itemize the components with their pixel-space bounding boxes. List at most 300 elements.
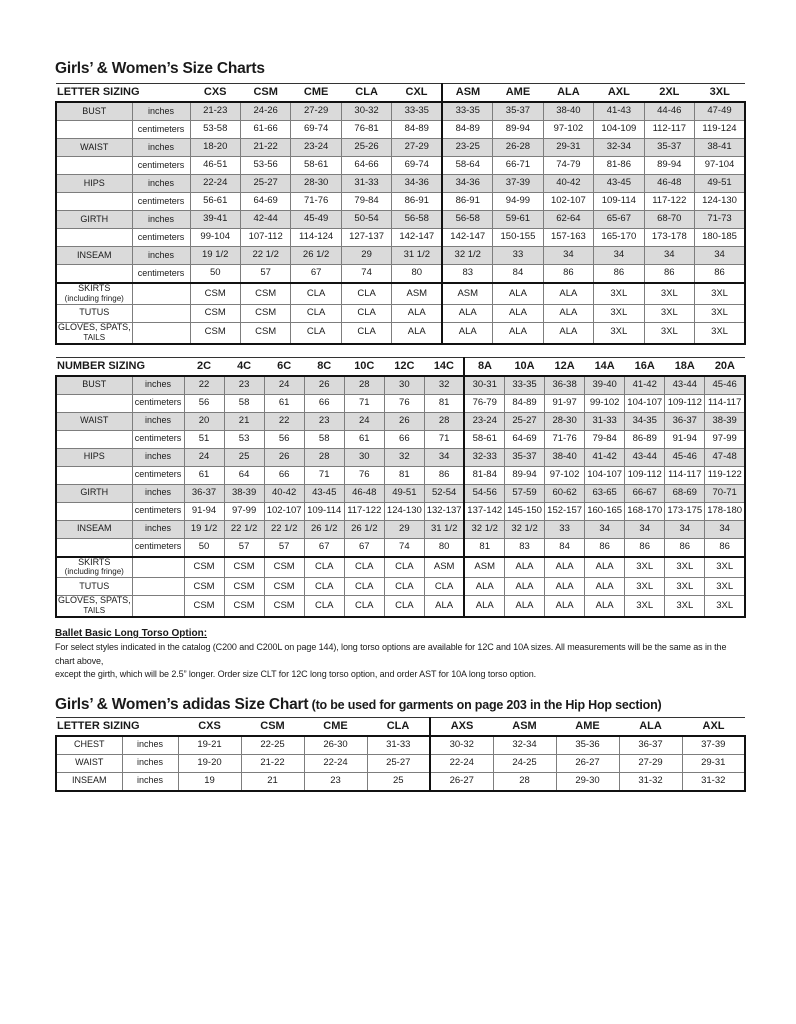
size-value-cell: 86 — [585, 538, 625, 557]
size-column-header: 14C — [424, 357, 464, 376]
size-value-cell: 109-112 — [625, 466, 665, 484]
size-value-cell: 84-89 — [392, 121, 442, 139]
size-value-cell: 71-73 — [695, 211, 745, 229]
size-value-cell: CSM — [184, 578, 224, 596]
size-value-cell: CLA — [344, 557, 384, 578]
row-label: CHEST — [56, 736, 122, 755]
size-value-cell: 71 — [424, 430, 464, 448]
size-value-cell: 56 — [264, 430, 304, 448]
size-column-header: CME — [304, 717, 367, 736]
table-header-label: LETTER SIZING — [56, 717, 178, 736]
size-column-header: ALA — [543, 84, 593, 103]
size-value-cell: 66 — [264, 466, 304, 484]
size-value-cell: 38-39 — [224, 484, 264, 502]
adidas-chart-title — [55, 696, 746, 714]
size-value-cell: 32-33 — [464, 448, 504, 466]
size-value-cell: 23 — [304, 772, 367, 791]
size-value-cell: ASM — [424, 557, 464, 578]
size-value-cell: 84-89 — [442, 121, 492, 139]
row-unit: centimeters — [132, 193, 190, 211]
size-value-cell: 3XL — [695, 283, 745, 304]
size-table-row — [56, 502, 745, 520]
size-value-cell: 31-33 — [367, 736, 430, 755]
size-value-cell: CSM — [224, 596, 264, 617]
size-value-cell: CSM — [240, 283, 290, 304]
size-value-cell: 180-185 — [695, 229, 745, 247]
size-value-cell: 91-97 — [545, 394, 585, 412]
size-value-cell: 57 — [264, 538, 304, 557]
size-value-cell: ALA — [545, 557, 585, 578]
size-value-cell: ALA — [392, 304, 442, 322]
size-value-cell: 43-44 — [665, 376, 705, 395]
size-value-cell: ALA — [505, 596, 545, 617]
size-value-cell: 58 — [224, 394, 264, 412]
size-value-cell: CLA — [291, 283, 341, 304]
size-value-cell: 91-94 — [665, 430, 705, 448]
size-table-row — [56, 283, 745, 304]
size-value-cell: 53 — [224, 430, 264, 448]
size-value-cell: CSM — [190, 304, 240, 322]
size-value-cell: 21 — [241, 772, 304, 791]
size-value-cell: 38-39 — [705, 412, 745, 430]
size-value-cell: 24 — [344, 412, 384, 430]
size-value-cell: 22 1/2 — [240, 247, 290, 265]
size-value-cell: 81-84 — [464, 466, 504, 484]
row-unit: centimeters — [132, 430, 184, 448]
size-column-header: 8C — [304, 357, 344, 376]
row-label: TUTUS — [56, 578, 132, 596]
size-column-header: 18A — [665, 357, 705, 376]
size-value-cell: 35-37 — [644, 139, 694, 157]
size-value-cell: 35-37 — [493, 102, 543, 121]
size-value-cell: 22 — [264, 412, 304, 430]
size-value-cell: 79-84 — [341, 193, 391, 211]
size-value-cell: CSM — [184, 557, 224, 578]
size-table-row — [56, 538, 745, 557]
row-label — [56, 502, 132, 520]
size-value-cell: 24 — [184, 448, 224, 466]
row-unit: inches — [132, 175, 190, 193]
size-value-cell: 178-180 — [705, 502, 745, 520]
size-value-cell: 31-33 — [341, 175, 391, 193]
row-unit — [132, 596, 184, 617]
size-value-cell: 22-24 — [190, 175, 240, 193]
size-value-cell: CLA — [384, 557, 424, 578]
size-value-cell: 58-64 — [442, 157, 492, 175]
size-value-cell: 99-102 — [585, 394, 625, 412]
row-unit: centimeters — [132, 157, 190, 175]
size-table-row — [56, 596, 745, 617]
size-value-cell: 173-178 — [644, 229, 694, 247]
size-value-cell: 25 — [224, 448, 264, 466]
size-column-header: CLA — [367, 717, 430, 736]
size-value-cell: 36-37 — [665, 412, 705, 430]
size-value-cell: 39-41 — [190, 211, 240, 229]
size-value-cell: CLA — [304, 578, 344, 596]
adidas-chart-title-main: Girls’ & Women’s adidas Size Chart — [55, 695, 309, 713]
size-value-cell: 40-42 — [264, 484, 304, 502]
row-unit — [132, 322, 190, 343]
size-value-cell: 36-38 — [545, 376, 585, 395]
row-unit: centimeters — [132, 394, 184, 412]
size-value-cell: 79-84 — [585, 430, 625, 448]
size-table-row — [56, 448, 745, 466]
size-value-cell: 102-107 — [264, 502, 304, 520]
size-value-cell: 19 1/2 — [184, 520, 224, 538]
size-value-cell: 34 — [695, 247, 745, 265]
size-value-cell: 45-46 — [665, 448, 705, 466]
row-unit: inches — [132, 376, 184, 395]
size-value-cell: 40-42 — [543, 175, 593, 193]
size-value-cell: 28-30 — [545, 412, 585, 430]
size-value-cell: 66 — [304, 394, 344, 412]
size-value-cell: 36-37 — [619, 736, 682, 755]
size-value-cell: 80 — [424, 538, 464, 557]
size-value-cell: CSM — [190, 322, 240, 343]
size-value-cell: 18-20 — [190, 139, 240, 157]
size-value-cell: 137-142 — [464, 502, 504, 520]
size-value-cell: 3XL — [695, 304, 745, 322]
size-value-cell: 81-86 — [594, 157, 644, 175]
size-value-cell: 50 — [190, 265, 240, 284]
size-column-header: 2XL — [644, 84, 694, 103]
size-value-cell: 27-29 — [619, 754, 682, 772]
size-table-row — [56, 157, 745, 175]
size-column-header: 8A — [464, 357, 504, 376]
size-value-cell: 71-76 — [291, 193, 341, 211]
size-value-cell: 19-21 — [178, 736, 241, 755]
size-value-cell: 97-104 — [695, 157, 745, 175]
size-value-cell: 76 — [344, 466, 384, 484]
size-table-row — [56, 466, 745, 484]
size-value-cell: 32 — [384, 448, 424, 466]
size-value-cell: 64-69 — [240, 193, 290, 211]
size-value-cell: ALA — [424, 596, 464, 617]
size-value-cell: 58 — [304, 430, 344, 448]
size-value-cell: 97-102 — [543, 121, 593, 139]
size-value-cell: 30 — [384, 376, 424, 395]
size-column-header: 6C — [264, 357, 304, 376]
size-value-cell: 64 — [224, 466, 264, 484]
size-value-cell: 26-28 — [493, 139, 543, 157]
row-label: INSEAM — [56, 520, 132, 538]
size-value-cell: 35-37 — [505, 448, 545, 466]
size-value-cell: 19 1/2 — [190, 247, 240, 265]
size-value-cell: 124-130 — [695, 193, 745, 211]
row-label — [56, 265, 132, 284]
size-value-cell: 29-30 — [556, 772, 619, 791]
size-column-header: CXL — [392, 84, 442, 103]
size-value-cell: 70-71 — [705, 484, 745, 502]
row-unit: inches — [122, 736, 178, 755]
size-value-cell: 132-137 — [424, 502, 464, 520]
ballet-note-heading: Ballet Basic Long Torso Option: — [55, 628, 208, 640]
row-unit: inches — [132, 211, 190, 229]
size-value-cell: 3XL — [594, 304, 644, 322]
size-value-cell: ALA — [505, 557, 545, 578]
size-value-cell: 3XL — [625, 557, 665, 578]
size-value-cell: 65-67 — [594, 211, 644, 229]
size-value-cell: 28 — [304, 448, 344, 466]
size-value-cell: 53-56 — [240, 157, 290, 175]
size-value-cell: 20 — [184, 412, 224, 430]
size-value-cell: 39-40 — [585, 376, 625, 395]
size-table-row — [56, 265, 745, 284]
size-value-cell: 47-48 — [705, 448, 745, 466]
size-value-cell: 25 — [367, 772, 430, 791]
size-value-cell: 56-58 — [442, 211, 492, 229]
size-value-cell: 86-91 — [392, 193, 442, 211]
row-unit: inches — [132, 520, 184, 538]
size-value-cell: 3XL — [665, 596, 705, 617]
size-value-cell: CSM — [240, 322, 290, 343]
size-value-cell: 3XL — [705, 557, 745, 578]
size-value-cell: 3XL — [644, 283, 694, 304]
size-value-cell: ALA — [464, 596, 504, 617]
row-label: INSEAM — [56, 772, 122, 791]
size-value-cell: 41-42 — [585, 448, 625, 466]
size-value-cell: 43-45 — [304, 484, 344, 502]
size-value-cell: 30-32 — [341, 102, 391, 121]
size-value-cell: 19-20 — [178, 754, 241, 772]
size-table-row — [56, 557, 745, 578]
size-value-cell: 104-107 — [625, 394, 665, 412]
size-value-cell: ALA — [493, 322, 543, 343]
row-label — [56, 121, 132, 139]
size-value-cell: 29-31 — [682, 754, 745, 772]
size-value-cell: 86 — [665, 538, 705, 557]
row-label: HIPS — [56, 448, 132, 466]
size-value-cell: 46-51 — [190, 157, 240, 175]
size-value-cell: ALA — [545, 596, 585, 617]
size-value-cell: 119-122 — [705, 466, 745, 484]
size-value-cell: 23 — [304, 412, 344, 430]
size-value-cell: CSM — [184, 596, 224, 617]
size-value-cell: 59-61 — [493, 211, 543, 229]
size-value-cell: ALA — [493, 283, 543, 304]
size-value-cell: ALA — [585, 557, 625, 578]
size-value-cell: 71-76 — [545, 430, 585, 448]
size-value-cell: 74 — [384, 538, 424, 557]
row-unit: inches — [132, 247, 190, 265]
size-value-cell: ALA — [442, 304, 492, 322]
table-header-label: LETTER SIZING — [56, 84, 190, 103]
size-value-cell: 84 — [493, 265, 543, 284]
size-value-cell: 89-94 — [644, 157, 694, 175]
size-value-cell: 86 — [644, 265, 694, 284]
size-value-cell: 117-122 — [344, 502, 384, 520]
size-value-cell: 58-61 — [464, 430, 504, 448]
size-value-cell: 36-37 — [184, 484, 224, 502]
size-value-cell: CLA — [424, 578, 464, 596]
size-value-cell: 68-70 — [644, 211, 694, 229]
row-unit: inches — [132, 448, 184, 466]
size-value-cell: 69-74 — [291, 121, 341, 139]
row-label — [56, 466, 132, 484]
size-value-cell: ALA — [493, 304, 543, 322]
size-value-cell: 62-64 — [543, 211, 593, 229]
row-unit: inches — [132, 139, 190, 157]
row-unit: inches — [132, 412, 184, 430]
size-table-row — [56, 229, 745, 247]
size-value-cell: 97-99 — [705, 430, 745, 448]
size-value-cell: 26 — [304, 376, 344, 395]
size-value-cell: 22 1/2 — [264, 520, 304, 538]
size-value-cell: 24-26 — [240, 102, 290, 121]
size-value-cell: 27-29 — [392, 139, 442, 157]
size-value-cell: 34 — [705, 520, 745, 538]
size-value-cell: 43-45 — [594, 175, 644, 193]
size-column-header: ALA — [619, 717, 682, 736]
adidas-chart-title-note: (to be used for garments on page 203 in the Hip Hop section) — [308, 697, 662, 712]
size-value-cell: 86 — [625, 538, 665, 557]
size-value-cell: 23 — [224, 376, 264, 395]
row-label: WAIST — [56, 754, 122, 772]
size-value-cell: 33-35 — [505, 376, 545, 395]
size-value-cell: CSM — [264, 596, 304, 617]
size-value-cell: 26 1/2 — [344, 520, 384, 538]
size-value-cell: 51 — [184, 430, 224, 448]
size-column-header: 10A — [505, 357, 545, 376]
row-unit: centimeters — [132, 229, 190, 247]
row-unit: inches — [122, 772, 178, 791]
size-value-cell: 60-62 — [545, 484, 585, 502]
letter-sizing-table — [55, 83, 746, 345]
size-value-cell: 32 1/2 — [464, 520, 504, 538]
size-value-cell: 34 — [543, 247, 593, 265]
row-unit: centimeters — [132, 265, 190, 284]
size-value-cell: 26 1/2 — [304, 520, 344, 538]
size-value-cell: ALA — [464, 578, 504, 596]
size-table-row — [56, 578, 745, 596]
row-unit — [132, 283, 190, 304]
size-value-cell: 31 1/2 — [392, 247, 442, 265]
size-value-cell: 22 1/2 — [224, 520, 264, 538]
size-table-row — [56, 484, 745, 502]
row-label — [56, 538, 132, 557]
size-value-cell: 23-25 — [442, 139, 492, 157]
size-column-header: CXS — [190, 84, 240, 103]
row-label: GLOVES, SPATS, TAILS — [58, 595, 131, 616]
size-value-cell: 24-25 — [493, 754, 556, 772]
size-value-cell: 104-109 — [594, 121, 644, 139]
size-value-cell: 86 — [594, 265, 644, 284]
size-value-cell: 76-79 — [464, 394, 504, 412]
size-table-row — [56, 736, 745, 755]
size-value-cell: 46-48 — [344, 484, 384, 502]
size-column-header: 12C — [384, 357, 424, 376]
number-sizing-table — [55, 357, 746, 619]
size-value-cell: 56 — [184, 394, 224, 412]
size-value-cell: CLA — [304, 557, 344, 578]
size-value-cell: 57-59 — [505, 484, 545, 502]
size-value-cell: 22-24 — [304, 754, 367, 772]
row-unit — [132, 557, 184, 578]
size-value-cell: 109-112 — [665, 394, 705, 412]
size-value-cell: 3XL — [644, 304, 694, 322]
size-value-cell: 3XL — [644, 322, 694, 343]
size-value-cell: 50 — [184, 538, 224, 557]
size-value-cell: CLA — [344, 596, 384, 617]
size-column-header: CLA — [341, 84, 391, 103]
size-value-cell: 97-99 — [224, 502, 264, 520]
size-value-cell: 45-46 — [705, 376, 745, 395]
size-value-cell: 67 — [304, 538, 344, 557]
size-value-cell: 26 — [264, 448, 304, 466]
size-column-header: AXL — [682, 717, 745, 736]
size-value-cell: 67 — [344, 538, 384, 557]
size-value-cell: CSM — [190, 283, 240, 304]
row-label: WAIST — [56, 412, 132, 430]
size-table-row — [56, 412, 745, 430]
size-value-cell: 25-26 — [341, 139, 391, 157]
size-column-header: 16A — [625, 357, 665, 376]
size-value-cell: 31-33 — [585, 412, 625, 430]
size-value-cell: CSM — [264, 557, 304, 578]
size-value-cell: 83 — [442, 265, 492, 284]
size-column-header: CME — [291, 84, 341, 103]
size-value-cell: 30-31 — [464, 376, 504, 395]
size-value-cell: 3XL — [625, 578, 665, 596]
size-value-cell: 37-39 — [682, 736, 745, 755]
size-value-cell: 66 — [384, 430, 424, 448]
row-label: BUST — [56, 376, 132, 395]
size-value-cell: CLA — [341, 322, 391, 343]
size-value-cell: 22-25 — [241, 736, 304, 755]
size-value-cell: 142-147 — [442, 229, 492, 247]
size-value-cell: 54-56 — [464, 484, 504, 502]
size-value-cell: 45-49 — [291, 211, 341, 229]
size-value-cell: 34-35 — [625, 412, 665, 430]
size-value-cell: 102-107 — [543, 193, 593, 211]
size-table-row — [56, 754, 745, 772]
row-label: INSEAM — [56, 247, 132, 265]
size-table-row — [56, 772, 745, 791]
size-value-cell: 3XL — [594, 322, 644, 343]
size-value-cell: 3XL — [625, 596, 665, 617]
size-value-cell: 117-122 — [644, 193, 694, 211]
size-value-cell: ASM — [392, 283, 442, 304]
size-value-cell: 168-170 — [625, 502, 665, 520]
size-table-row — [56, 304, 745, 322]
size-value-cell: 119-124 — [695, 121, 745, 139]
size-column-header: 4C — [224, 357, 264, 376]
size-column-header: AXL — [594, 84, 644, 103]
size-value-cell: 66-71 — [493, 157, 543, 175]
size-value-cell: 107-112 — [240, 229, 290, 247]
size-value-cell: CLA — [291, 304, 341, 322]
row-label — [56, 430, 132, 448]
size-value-cell: 32-34 — [594, 139, 644, 157]
size-value-cell: 34 — [585, 520, 625, 538]
size-value-cell: 32 — [424, 376, 464, 395]
size-value-cell: 71 — [344, 394, 384, 412]
size-value-cell: 3XL — [665, 557, 705, 578]
row-label: TUTUS — [56, 304, 132, 322]
size-value-cell: 76 — [384, 394, 424, 412]
size-value-cell: 41-42 — [625, 376, 665, 395]
size-column-header: 10C — [344, 357, 384, 376]
size-value-cell: 21-23 — [190, 102, 240, 121]
size-value-cell: 165-170 — [594, 229, 644, 247]
size-value-cell: ALA — [585, 578, 625, 596]
size-value-cell: 50-54 — [341, 211, 391, 229]
size-value-cell: 58-61 — [291, 157, 341, 175]
size-table-row — [56, 322, 745, 343]
size-value-cell: 3XL — [594, 283, 644, 304]
ballet-note-line1: For select styles indicated in the catalog (C200 and C200L on page 144), long torso options are available for 12C and 10A sizes. All measurements will be the same as in the chart above, — [55, 642, 727, 666]
size-value-cell: 104-107 — [585, 466, 625, 484]
